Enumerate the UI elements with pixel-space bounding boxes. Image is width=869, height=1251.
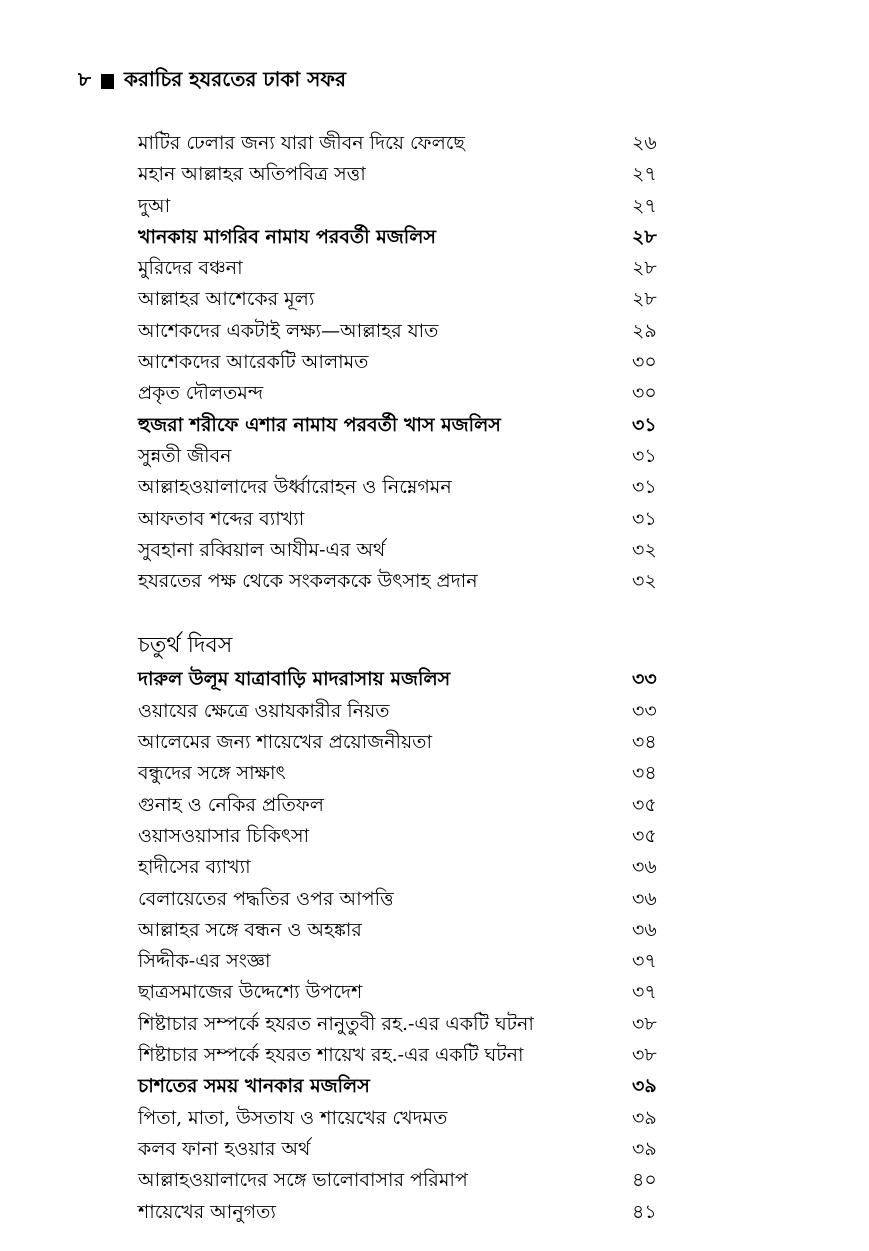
toc-entry-page: ২৮ (632, 257, 657, 280)
toc-entry-page: ৩৬ (632, 856, 657, 879)
toc-entry (138, 1009, 668, 1040)
toc-entry-page: ৩৭ (632, 981, 657, 1004)
book-title: করাচির হযরতের ঢাকা সফর (123, 66, 346, 91)
toc-entry (138, 821, 668, 852)
toc-entry-page: ৩১ (632, 413, 657, 436)
toc-entry-page: ৩৮ (632, 1012, 657, 1035)
toc-entry (138, 1134, 668, 1165)
toc-entry-page: ৩১ (632, 507, 657, 530)
toc-entry (138, 535, 668, 566)
toc-entry (138, 758, 668, 789)
toc-entry-page: ৩৪ (632, 731, 657, 754)
toc-entry-title: আল্লাহওয়ালাদের সঙ্গে ভালোবাসার পরিমাপ (138, 1169, 468, 1192)
toc-section-entry (138, 664, 668, 695)
toc-entry-title: মহান আল্লাহর অতিপবিত্র সত্তা (138, 163, 366, 186)
toc-entry-title: আলেমের জন্য শায়েখের প্রয়োজনীয়তা (138, 731, 432, 754)
toc-entry-title: হাদীসের ব্যাখ্যা (138, 856, 251, 879)
toc-entry (138, 1040, 668, 1071)
toc-entry-title: হযরতের পক্ষ থেকে সংকলককে উৎসাহ প্রদান (138, 570, 478, 593)
toc-entry-page: ৩৫ (632, 824, 657, 847)
toc-entry (138, 790, 668, 821)
toc-entry-title: পিতা, মাতা, উসতায ও শায়েখের খেদমত (138, 1106, 448, 1129)
toc-entry (138, 347, 668, 378)
toc-entry (138, 1197, 668, 1228)
toc-entry-title: শিষ্টাচার সম্পর্কে হযরত শায়েখ রহ.-এর একটি ঘটনা (138, 1044, 524, 1067)
toc-entry-page: ৩২ (632, 538, 657, 561)
toc-entry-page: ২৯ (632, 319, 657, 342)
square-bullet-icon (101, 74, 114, 89)
toc-entry-title: আল্লাহর সঙ্গে বন্ধন ও অহঙ্কার (138, 918, 362, 941)
toc-entry-title: ওয়াসওয়াসার চিকিৎসা (138, 824, 310, 847)
toc-entry-title: সুবহানা রব্বিয়াল আযীম-এর অর্থ (138, 538, 386, 561)
toc-entry (138, 128, 668, 159)
toc-entry (138, 284, 668, 315)
toc-group-1 (138, 128, 668, 597)
toc-entry-title: শায়েখের আনুগত্য (138, 1200, 276, 1223)
toc-entry-page: ২৮ (632, 288, 657, 311)
toc-entry (138, 253, 668, 284)
toc-entry-page: ৩১ (632, 476, 657, 499)
toc-entry (138, 378, 668, 409)
toc-entry-page: ৩৯ (632, 1137, 657, 1160)
toc-entry (138, 504, 668, 535)
toc-entry-title: সুন্নতী জীবন (138, 444, 232, 467)
toc-entry-page: ৩৮ (632, 1044, 657, 1067)
toc-entry (138, 915, 668, 946)
toc-entry (138, 884, 668, 915)
toc-entry-title: শিষ্টাচার সম্পর্কে হযরত নানুতুবী রহ.-এর একটি ঘটনা (138, 1012, 534, 1035)
toc-section-entry (138, 410, 668, 441)
toc-entry-title: চাশতের সময় খানকার মজলিস (138, 1075, 370, 1098)
toc-entry-title: ছাত্রসমাজের উদ্দেশ্যে উপদেশ (138, 981, 363, 1004)
toc-entry-title: বন্ধুদের সঙ্গে সাক্ষাৎ (138, 762, 286, 785)
toc-entry-title: মুরিদের বঞ্চনা (138, 257, 243, 280)
toc-entry-title: আল্লাহর আশেকের মূল্য (138, 288, 315, 311)
toc-section-entry (138, 222, 668, 253)
toc-entry-page: ৩৬ (632, 887, 657, 910)
toc-entry (138, 852, 668, 883)
toc-entry (138, 1103, 668, 1134)
toc-entry-title: আশেকদের একটাই লক্ষ্য—আল্লাহর যাত (138, 319, 439, 342)
section-heading: চতুর্থ দিবস (138, 633, 233, 659)
toc-entry (138, 441, 668, 472)
toc-entry-page: ৩৫ (632, 793, 657, 816)
toc-entry-title: সিদ্দীক-এর সংজ্ঞা (138, 950, 271, 973)
toc-entry-title: কলব ফানা হওয়ার অর্থ (138, 1137, 311, 1160)
toc-entry-title: আফতাব শব্দের ব্যাখ্যা (138, 507, 305, 530)
toc-group-2 (138, 664, 668, 1227)
toc-entry-title: দারুল উলূম যাত্রাবাড়ি মাদরাসায় মজলিস (138, 668, 451, 691)
toc-entry-title: দুআ (138, 194, 171, 217)
running-header (78, 66, 346, 96)
toc-section-entry (138, 1071, 668, 1102)
toc-entry (138, 191, 668, 222)
toc-entry-page: ৩১ (632, 444, 657, 467)
toc-entry-title: ওয়াযের ক্ষেত্রে ওয়াযকারীর নিয়ত (138, 699, 390, 722)
toc-entry (138, 727, 668, 758)
toc-entry-title: আল্লাহওয়ালাদের উর্ধ্বারোহন ও নিম্নেগমন (138, 476, 452, 499)
toc-entry (138, 1165, 668, 1196)
toc-entry-title: প্রকৃত দৌলতমন্দ (138, 382, 264, 405)
page-number: ৮ (78, 66, 91, 91)
toc-entry-page: ৩৩ (632, 699, 657, 722)
toc-entry-page: ২৬ (632, 132, 657, 154)
toc-entry-title: বেলায়েতের পদ্ধতির ওপর আপত্তি (138, 887, 394, 910)
toc-entry-page: ৩৯ (632, 1075, 657, 1098)
toc-entry (138, 696, 668, 727)
toc-entry-title: গুনাহ ও নেকির প্রতিফল (138, 793, 324, 816)
toc-entry-page: ৪০ (632, 1169, 657, 1192)
section-spacer (138, 597, 668, 628)
toc-entry-title: খানকায় মাগরিব নামায পরবর্তী মজলিস (138, 225, 436, 248)
toc-entry (138, 977, 668, 1008)
toc-entry-page: ৩২ (632, 570, 657, 593)
toc-entry-title: মাটির ঢেলার জন্য যারা জীবন দিয়ে ফেলছে (138, 132, 465, 154)
toc-entry (138, 159, 668, 190)
toc-entry-page: ২৭ (632, 194, 657, 217)
toc-entry-page: ৩৪ (632, 762, 657, 785)
toc-entry-page: ৪১ (632, 1200, 657, 1223)
table-of-contents (138, 128, 668, 1228)
toc-entry-page: ২৮ (632, 225, 657, 248)
toc-entry (138, 316, 668, 347)
toc-entry-title: আশেকদের আরেকটি আলামত (138, 351, 369, 374)
toc-entry-page: ৩৯ (632, 1106, 657, 1129)
toc-entry-page: ৩৭ (632, 950, 657, 973)
toc-entry-page: ২৭ (632, 163, 657, 186)
toc-entry-page: ৩৬ (632, 918, 657, 941)
toc-entry (138, 946, 668, 977)
toc-entry-title: হুজরা শরীফে এশার নামায পরবর্তী খাস মজলিস (138, 413, 501, 436)
toc-entry (138, 566, 668, 597)
toc-entry-page: ৩৩ (632, 668, 657, 691)
toc-entry (138, 472, 668, 503)
toc-entry-page: ৩০ (632, 382, 657, 405)
toc-entry-page: ৩০ (632, 351, 657, 374)
